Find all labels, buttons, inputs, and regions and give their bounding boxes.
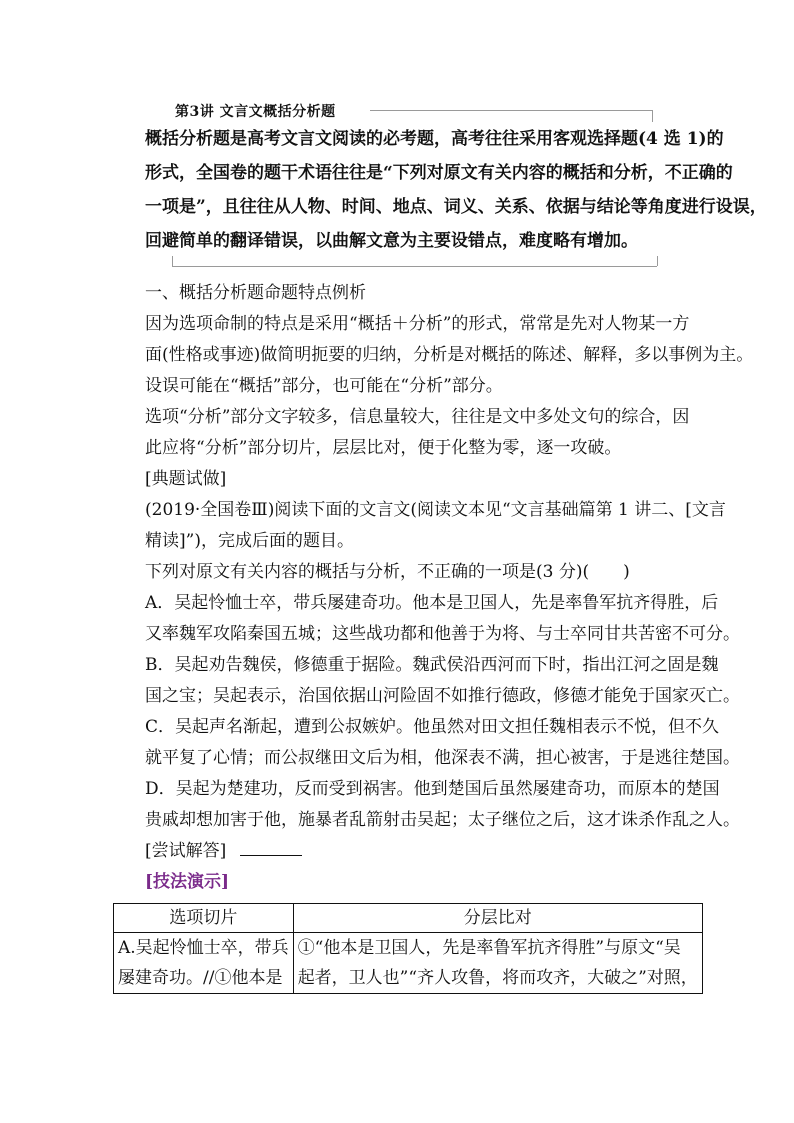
option-line: C．吴起声名渐起，遭到公叔嫉妒。他虽然对田文担任魏相表示不悦，但不久: [145, 717, 720, 737]
table-header: 选项切片: [114, 904, 294, 933]
option-line: B．吴起劝告魏侯，修德重于据险。魏武侯沿西河而下时，指出江河之固是魏: [145, 655, 719, 675]
example-label: [典题试做]: [145, 469, 227, 489]
intro-box: [145, 122, 767, 258]
option-line: D．吴起为楚建功，反而受到祸害。他到楚国后虽然屡建奇功，而原本的楚国: [145, 779, 720, 799]
paragraph-line: 因为选项命制的特点是采用“概括＋分析”的形式，常常是先对人物某一方: [145, 314, 690, 334]
intro-line: 形式，全国卷的题干术语往往是“下列对原文有关内容的概括和分析，不正确的: [145, 163, 733, 183]
intro-line: 一项是”，且往往从人物、时间、地点、词义、关系、依据与结论等角度进行设误，: [145, 197, 767, 217]
paragraph-line: 设误可能在“概括”部分，也可能在“分析”部分。: [145, 376, 503, 396]
answer-label: [尝试解答]: [145, 841, 227, 861]
option-line: 国之宝；吴起表示，治国依据山河险固不如推行德政，修德才能免于国家灭亡。: [145, 686, 740, 706]
example-label-block: [145, 464, 690, 495]
option-b: [145, 650, 740, 712]
example-source: [145, 495, 726, 557]
intro-rule-tick-left: [172, 256, 173, 266]
option-line: 又率魏军攻陷秦国五城；这些战功都和他善于为将、与士卒同甘共苦密不可分。: [145, 624, 740, 644]
section1-paragraph-2: [145, 402, 690, 464]
section1-paragraph-1: [145, 309, 754, 402]
header-rule: [370, 110, 653, 111]
paragraph-line: 此应将“分析”部分切片，层层比对，便于化整为零，逐一攻破。: [145, 438, 622, 458]
section-heading-block: [145, 278, 690, 309]
paragraph-line: 面(性格或事迹)做简明扼要的归纳，分析是对概括的陈述、解释，多以事例为主。: [145, 345, 754, 365]
comparison-table: [113, 903, 703, 994]
intro-line: 回避简单的翻译错误，以曲解文意为主要设错点，难度略有增加。: [145, 231, 638, 251]
option-d: [145, 774, 740, 836]
intro-rule-tick-right: [657, 256, 658, 266]
answer-row: [145, 836, 690, 867]
option-line: 就平复了心情；而公叔继田文后为相，他深表不满，担心被害，于是逃往楚国。: [145, 748, 740, 768]
source-line: (2019·全国卷Ⅲ)阅读下面的文言文(阅读文本见“文言基础篇第 1 讲二、[文言: [145, 500, 726, 520]
table-header-row: [114, 904, 703, 933]
technique-row: [145, 867, 690, 898]
answer-blank[interactable]: [240, 839, 302, 856]
option-c: [145, 712, 740, 774]
intro-bottom-rule: [172, 266, 657, 267]
section-heading: 一、概括分析题命题特点例析: [145, 283, 366, 303]
table-row: [114, 933, 703, 994]
option-a: [145, 588, 740, 650]
paragraph-line: 选项“分析”部分文字较多，信息量较大，往往是文中多处文句的综合，因: [145, 407, 690, 427]
option-line: A．吴起怜恤士卒，带兵屡建奇功。他本是卫国人，先是率鲁军抗齐得胜，后: [145, 593, 719, 613]
table-cell: ①“他本是卫国人，先是率鲁军抗齐得胜”与原文“吴 起者，卫人也”“齐人攻鲁，将而攻齐，大破之”对照，: [293, 933, 702, 994]
lecture-title: 第3讲 文言文概括分析题: [175, 104, 336, 120]
table-cell: A.吴起怜恤士卒，带兵 屡建奇功。//①他本是: [114, 933, 294, 994]
technique-label: [技法演示]: [145, 872, 230, 892]
table-header: 分层比对: [293, 904, 702, 933]
example-question-block: [145, 557, 690, 588]
source-line: 精读]”)，完成后面的题目。: [145, 531, 354, 551]
example-question: 下列对原文有关内容的概括与分析，不正确的一项是(3 分)( ): [145, 562, 630, 582]
header-rule-tick: [652, 110, 653, 122]
intro-line: 概括分析题是高考文言文阅读的必考题，高考往往采用客观选择题(4 选 1)的: [145, 129, 724, 149]
option-line: 贵戚却想加害于他，施暴者乱箭射击吴起；太子继位之后，这才诛杀作乱之人。: [145, 810, 740, 830]
